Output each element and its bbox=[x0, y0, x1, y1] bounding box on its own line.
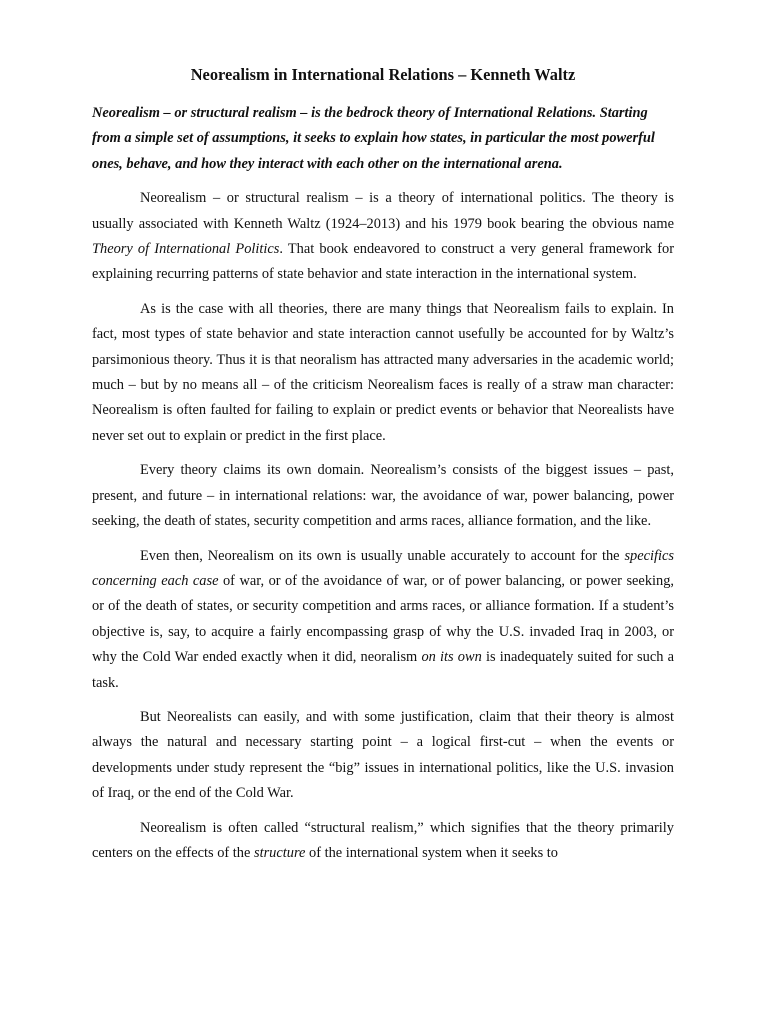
paragraph-6-text-b: of the international system when it seeks to bbox=[305, 844, 558, 861]
on-its-own-italic: on its own bbox=[421, 649, 482, 666]
paragraph-1-text-b: . That book endeavored to construct a very general framework for explaining recurring patterns of state behavior and state interaction in the international system. bbox=[92, 241, 674, 283]
document-page bbox=[92, 0, 674, 866]
specifics-italic: specifics concerning each case bbox=[92, 547, 674, 589]
paragraph-4-text-c: is inadequately suited for such a task. bbox=[92, 649, 675, 691]
paragraph-4-text-a: Even then, Neorealism on its own is usually unable accurately to account for the bbox=[140, 547, 625, 564]
paragraph-3: Every theory claims its own domain. Neorealism’s consists of the biggest issues – past, present, and future – in international relations: war, the avoidance of war, power balancing, power seeking, the death of states, security competition and arms races, alliance formation, and the like. bbox=[92, 462, 674, 530]
paragraph-6 bbox=[92, 816, 674, 867]
paragraph-4-text-b: of war, or of the avoidance of war, or of power balancing, or power seeking, or of the death of states, or security competition and arms races, or alliance formation. If a student’s objective is, say, to acquire a fairly encompassing grasp of why the U.S. invaded Iraq in 2003, or why the Cold War ended exactly when it did, neoralism bbox=[92, 572, 675, 666]
paragraph-4 bbox=[92, 544, 674, 696]
paragraph-1 bbox=[92, 186, 674, 288]
paragraph-6-text-a: Neorealism is often called “structural realism,” which signifies that the theory primarily centers on the effects of the bbox=[92, 819, 674, 861]
document-title: Neorealism in International Relations – Kenneth Waltz bbox=[190, 65, 576, 84]
book-title-italic: Theory of International Politics bbox=[92, 241, 280, 258]
structure-italic: structure bbox=[253, 844, 306, 861]
paragraph-5: But Neorealists can easily, and with some justification, claim that their theory is almost always the natural and necessary starting point – a logical first-cut – when the events or developments under study represent the “big” issues in international politics, like the U.S. invasion of Iraq, or the end of the Cold War. bbox=[92, 708, 674, 802]
paragraph-1-text-a: Neorealism – or structural realism – is a theory of international politics. The theory is usually associated with Kenneth Waltz (1924–2013) and his 1979 book bearing the obvious name bbox=[92, 190, 674, 232]
paragraph-2: As is the case with all theories, there are many things that Neorealism fails to explain. In fact, most types of state behavior and state interaction cannot usefully be accounted for by Waltz’s parsimonious theory. Thus it is that neoralism has attracted many adversaries in the academic world; much – but by no means all – of the criticism Neorealism faces is really of a straw man character: Neorealism is often faulted for failing to explain or predict events or behavior that Neorealists have never set out to explain or predict in the first place. bbox=[92, 300, 674, 444]
abstract: Neorealism – or structural realism – is the bedrock theory of International Relations. Starting from a simple set of assumptions, it seeks to explain how states, in particular the most powerful ones, behave, and how they interact with each other on the international arena. bbox=[92, 105, 655, 172]
